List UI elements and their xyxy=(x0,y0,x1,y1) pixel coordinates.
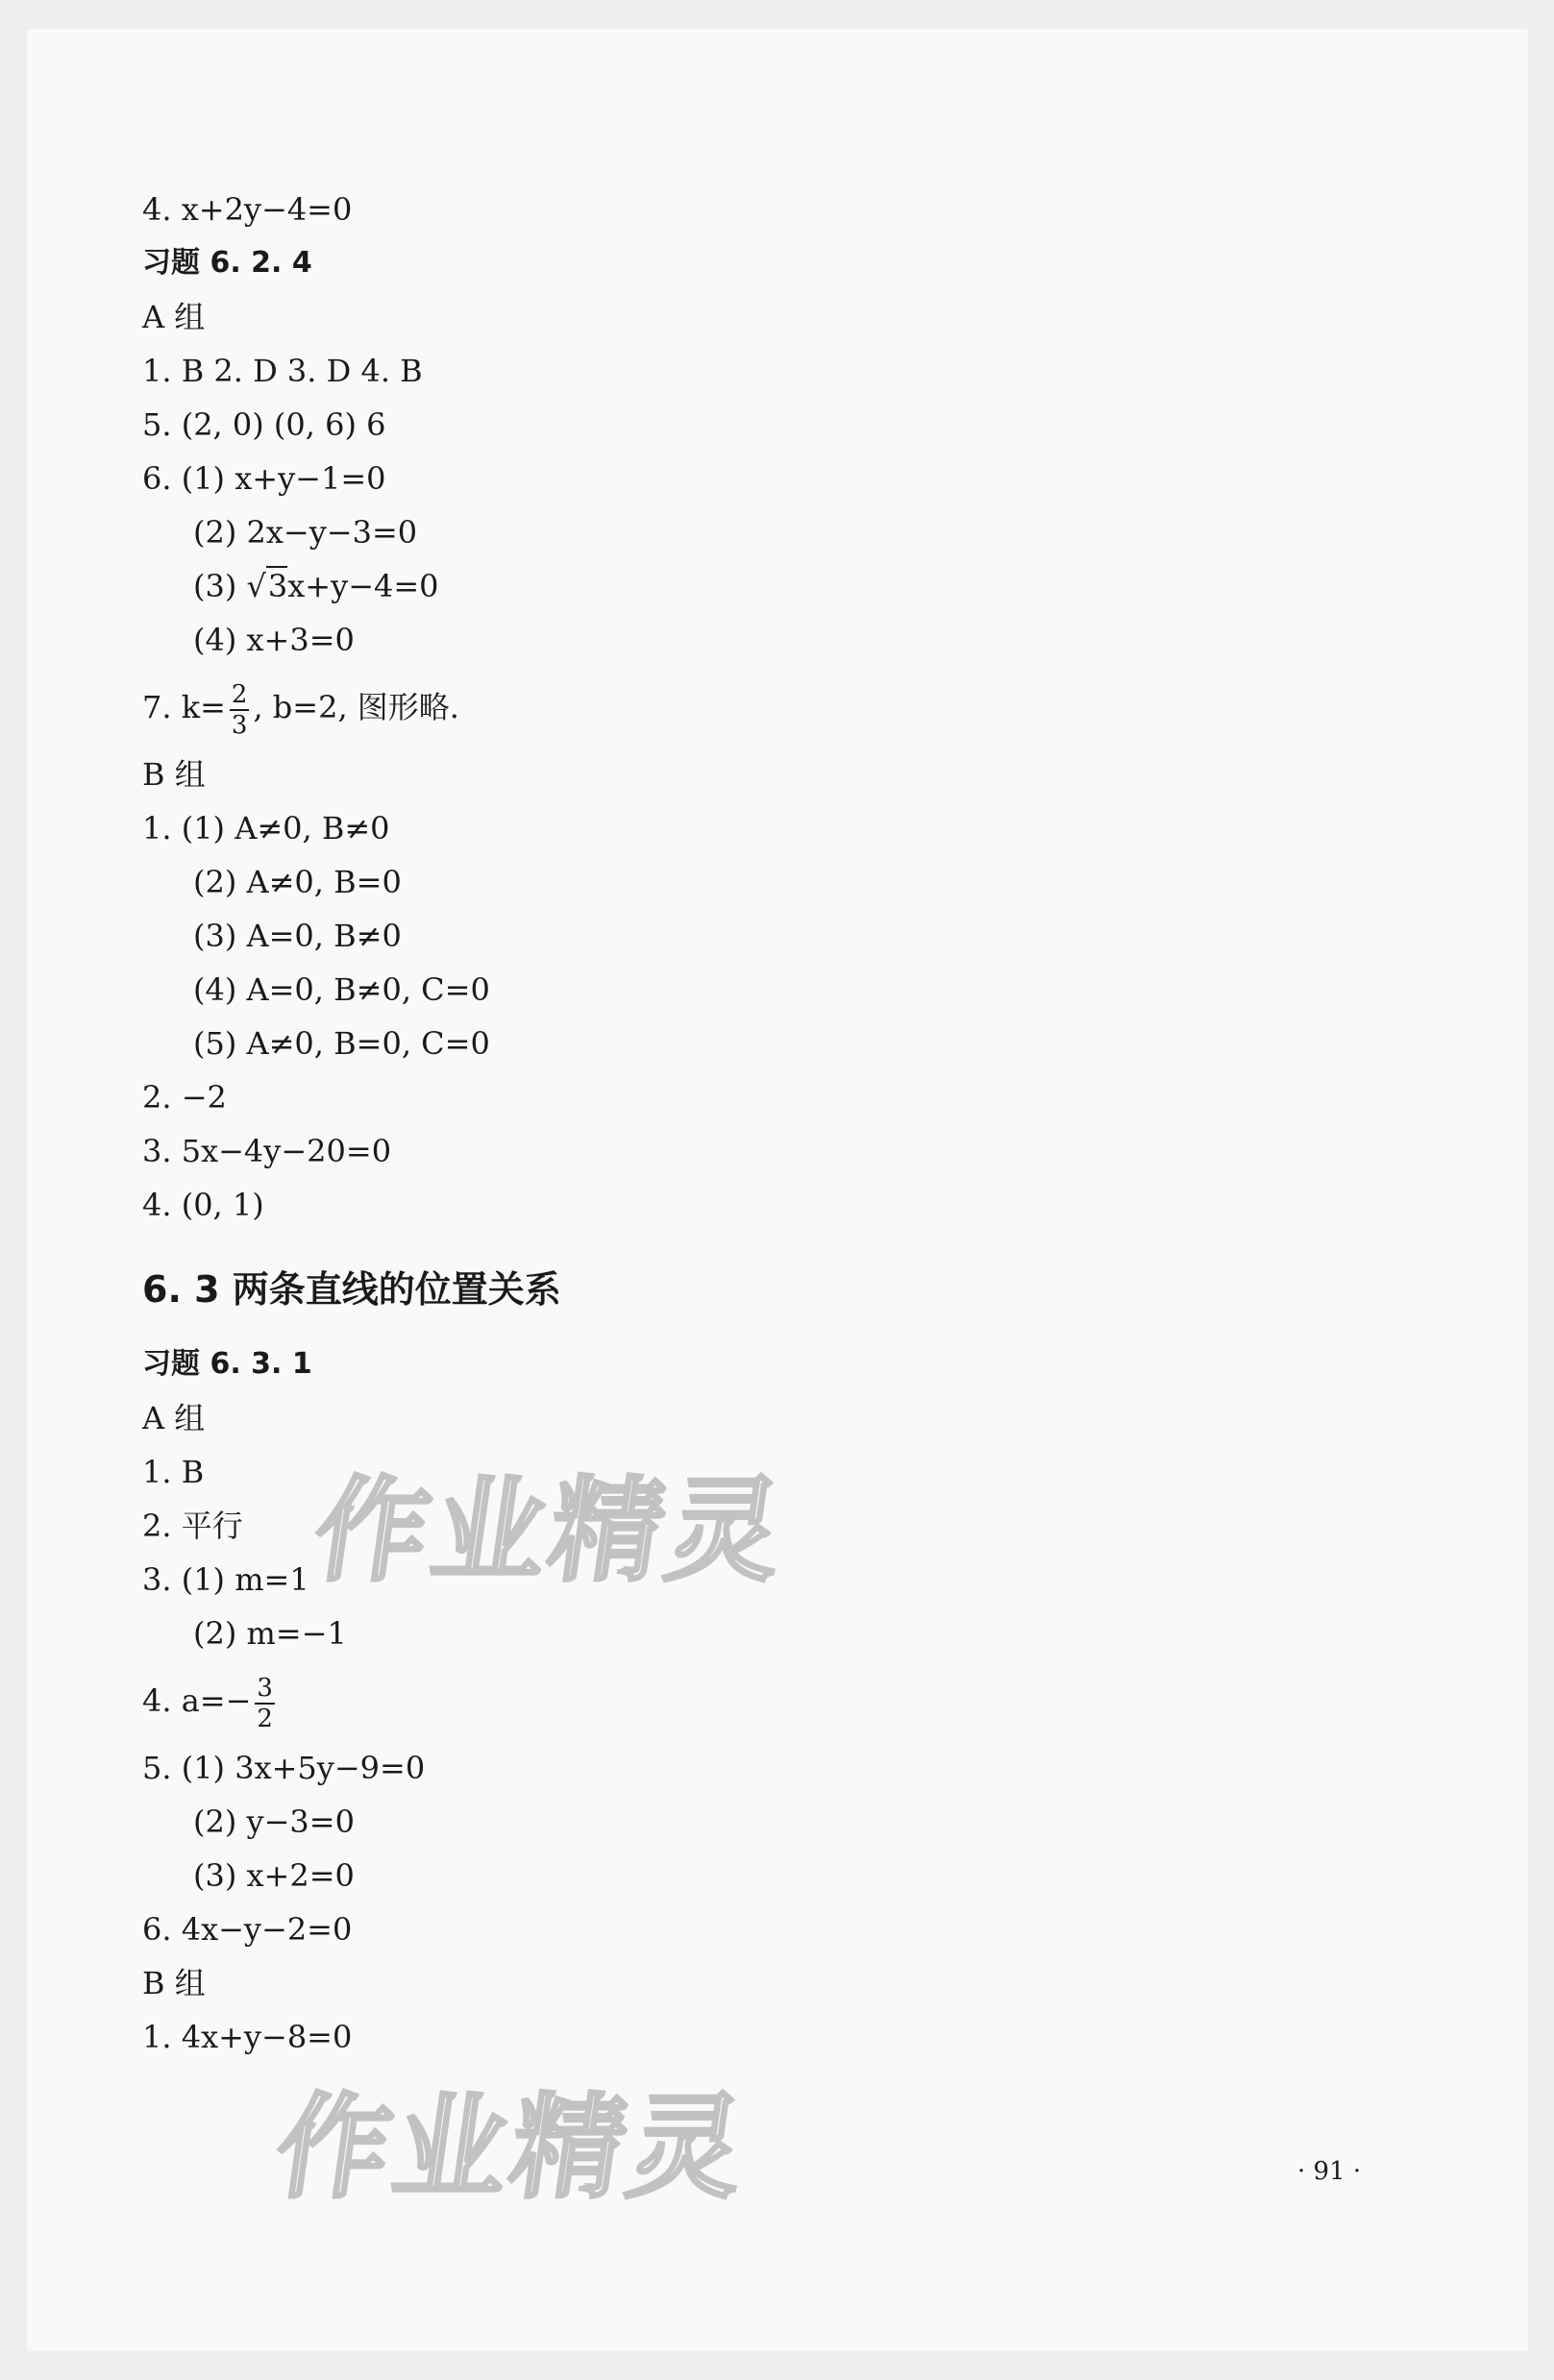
answer-line: (2) A≠0, B=0 xyxy=(193,864,402,900)
answer-line: 3. (1) m=1 xyxy=(142,1561,309,1598)
group-label: A 组 xyxy=(142,1400,206,1436)
answer-line: 6. 4x−y−2=0 xyxy=(142,1911,353,1948)
watermark-upper: 作业精灵 xyxy=(306,1464,795,1597)
page xyxy=(27,29,1528,2351)
answer-line: 2. 平行 xyxy=(142,1508,243,1544)
answer-line xyxy=(142,559,1392,613)
answer-line: (3) A=0, B≠0 xyxy=(193,918,402,954)
page-number: · 91 · xyxy=(1297,2157,1362,2186)
answer-line: 1. B 2. D 3. D 4. B xyxy=(142,353,423,389)
group-label: A 组 xyxy=(142,299,206,335)
group-label: B 组 xyxy=(142,1965,206,2001)
answer-line: 6. (1) x+y−1=0 xyxy=(142,460,386,497)
fraction-denominator: 3 xyxy=(231,710,248,740)
exercise-heading: 习题 6. 3. 1 xyxy=(142,1347,312,1381)
sqrt-radicand: 3 xyxy=(267,568,288,604)
sqrt-symbol: √ xyxy=(246,568,266,604)
answer-line: 3. 5x−4y−20=0 xyxy=(142,1133,392,1169)
answer-line: 5. (1) 3x+5y−9=0 xyxy=(142,1750,426,1786)
answer-line: (4) x+3=0 xyxy=(193,622,355,658)
section-title: 6. 3 两条直线的位置关系 xyxy=(142,1268,561,1311)
answer-line: 2. −2 xyxy=(142,1079,227,1116)
group-label: B 组 xyxy=(142,756,206,793)
answer-line: 1. (1) A≠0, B≠0 xyxy=(142,810,390,846)
fraction-numerator: 2 xyxy=(231,679,248,709)
answer-line: (2) 2x−y−3=0 xyxy=(193,514,418,551)
answer-content xyxy=(142,183,1392,2064)
answer-line xyxy=(142,667,1392,748)
answer-line: (3) x+2=0 xyxy=(193,1857,355,1894)
answer-label: 7. k= xyxy=(142,689,226,725)
answer-line: 4. (0, 1) xyxy=(142,1187,264,1223)
answer-line: 5. (2, 0) (0, 6) 6 xyxy=(142,406,386,443)
sqrt-rest: x+y−4=0 xyxy=(287,568,439,604)
answer-rest: , b=2, 图形略. xyxy=(253,689,459,725)
fraction-denominator: 2 xyxy=(257,1704,273,1733)
answer-label: 4. a=− xyxy=(142,1682,252,1719)
answer-line: (5) A≠0, B=0, C=0 xyxy=(193,1025,490,1062)
answer-line: 4. x+2y−4=0 xyxy=(142,191,353,228)
answer-line: 1. 4x+y−8=0 xyxy=(142,2019,353,2055)
answer-line: (2) m=−1 xyxy=(193,1615,347,1652)
answer-line: (4) A=0, B≠0, C=0 xyxy=(193,971,490,1008)
answer-line xyxy=(142,1660,1392,1741)
answer-line: (2) y−3=0 xyxy=(193,1803,355,1840)
answer-line: 1. B xyxy=(142,1454,205,1490)
exercise-heading: 习题 6. 2. 4 xyxy=(142,246,312,280)
fraction xyxy=(230,680,250,740)
fraction-numerator: 3 xyxy=(257,1673,273,1703)
watermark-lower: 作业精灵 xyxy=(267,2081,756,2214)
answer-label: (3) xyxy=(193,568,237,604)
fraction xyxy=(255,1674,275,1733)
